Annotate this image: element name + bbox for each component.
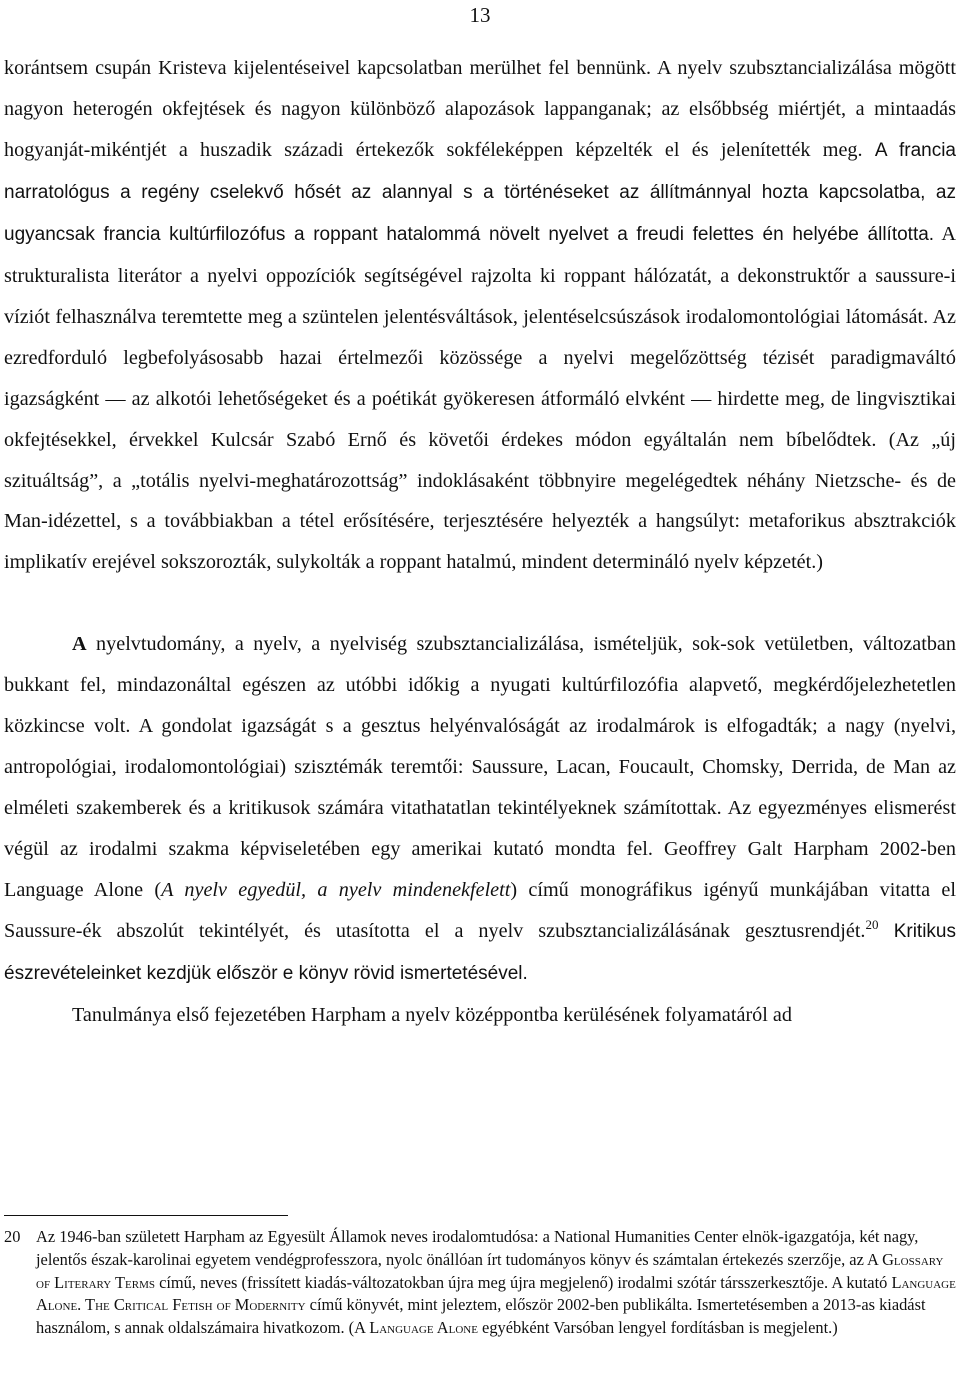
- paragraph-1-part-3: A strukturalista literátor a nyelvi oppozíciók segítségével rajzolta ki roppant hálózatát, a dekonstruktőr a saussure-i víziót felhasználva teremtette meg a szüntelen jelentésváltások, jelentéselcsúszások irodalomontológiai látomását. Az ezredforduló legbefolyásosabb hazai értelmezői közössége a nyelvi megelőzöttség tézisét paradigmaváltó igazságként — az alkotói lehetőségeket és a poétikát gyökeresen átformáló elvként — hirdette meg, de lingvisztikai okfejtésekkel, érvekkel Kulcsár Szabó Ernő és követői érdekes módon egyáltalán nem bíbelődtek. (Az „új szituáltság”, a „totális nyelvi-meghatározottság” indoklásaként többnyire megelégedtek néhány Nietzsche- és de Man-idézettel, s a továbbiakban a tétel erősítésére, terjesztésére helyezték a hangsúlyt: metaforikus absztrakciók implikatív erejével sokszorozták, sulykolták a roppant hatalmú, mindent determináló nyelv képzetét.): [4, 222, 956, 574]
- body-text: [4, 48, 956, 1036]
- footnote-part-1: Az 1946-ban született Harpham az Egyesült Államok neves irodalomtudósa: a National Humanities Center elnök-igazgatója, két nagy, jelentős észak-karolinai egyetem vendégprofesszora, nyolc önállóan írt tudományos könyv és számtalan értekezés szerzője, az A: [36, 1227, 919, 1269]
- footnote-separator: [4, 1215, 288, 1216]
- page-number: 13: [469, 3, 491, 27]
- paragraph-2-part-1: nyelvtudomány, a nyelv, a nyelviség szubsztancializálása, ismételjük, sok-sok vetületben, változatban bukkant fel, mindazonáltal egészen az utóbbi időkig a nyugati kultúrfilozófia alapvető, megkérdőjelezhetetlen közkincse volt. A gondolat igazságát s a gesztus helyénvalóságát az irodalmárok is elfogadták; a nagy (nyelvi, antropológiai, irodalomontológiai) szisztémák teremtői: Saussure, Lacan, Foucault, Chomsky, Derrida, de Man az elméleti szakemberek és a kritikusok számára vitathatatlan tekintélyeknek számítottak. Az egyezményes elismerést végül az irodalmi szakma képviseletében egy amerikai kutató mondta fel. Geoffrey Galt Harpham 2002-ben Language Alone (: [4, 633, 956, 902]
- footnote-number: 20: [4, 1227, 21, 1246]
- paragraph-1-part-1: korántsem csupán Kristeva kijelentéseivel kapcsolatban merülhet fel bennünk. A nyelv szubsztancializálása mögött nagyon heterogén okfejtések és nagyon különböző alapozások lappanganak; az elsőbbség miértjét, a mintaadás hogyanját-mikéntjét a huszadik századi értekezők sokféleképpen képzelték el és jelenítették meg.: [4, 57, 956, 161]
- footnote-book-title-short: Language Alone: [369, 1318, 478, 1338]
- footnote-part-3: című könyvét, mint jeleztem, először 2002-ben publikálta. Ismertetésemben a 2013-as kiadást használom, s annak oldalszámaira hivatkozom. (A: [36, 1295, 926, 1338]
- footnote-book-title: Language Alone. The Critical Fetish of Modernity: [36, 1272, 956, 1315]
- paragraph-3: [4, 995, 956, 1036]
- footnote-20: [4, 1226, 956, 1340]
- paragraph-1: [4, 48, 956, 583]
- paragraph-1-part-2: A francia narratológus a regény cselekvő hősét az alannyal s a történéseket az állítmánnyal hozta kapcsolatba, az ugyancsak francia kultúrfilozófus a roppant hatalommá növelt nyelvet a freudi felettes én helyébe állította.: [4, 139, 956, 245]
- footnote-part-2: című, neves (frissített kiadás-változatokban újra meg újra megjelenő) irodalmi szótár társszerkesztője. A kutató: [155, 1272, 892, 1292]
- paragraph-2-initial: A: [72, 633, 87, 656]
- paragraph-2-part-3: Kritikus észrevételeinket kezdjük először e könyv rövid ismertetésével.: [4, 921, 957, 985]
- footnote-glossary-title: Glossary of Literary Terms: [36, 1249, 944, 1292]
- paragraph-2-part-2: ) című monográfikus igényű munkájában vitatta el Saussure-ék abszolút tekintélyét, és utasította el a nyelv szubsztancializálásának gesztusrendjét.: [4, 879, 956, 943]
- footnote-reference[interactable]: 20: [865, 917, 879, 933]
- footnote-part-4: egyébként Varsóban lengyel fordításban is megjelent.): [477, 1318, 838, 1338]
- paragraph-2-italic-title: A nyelv egyedül, a nyelv mindenekfelett: [161, 879, 511, 902]
- paragraph-2: [4, 624, 956, 995]
- footnote-text: [36, 1226, 956, 1340]
- paragraph-3-text: Tanulmánya első fejezetében Harpham a nyelv középpontba kerülésének folyamatáról ad: [72, 1003, 792, 1026]
